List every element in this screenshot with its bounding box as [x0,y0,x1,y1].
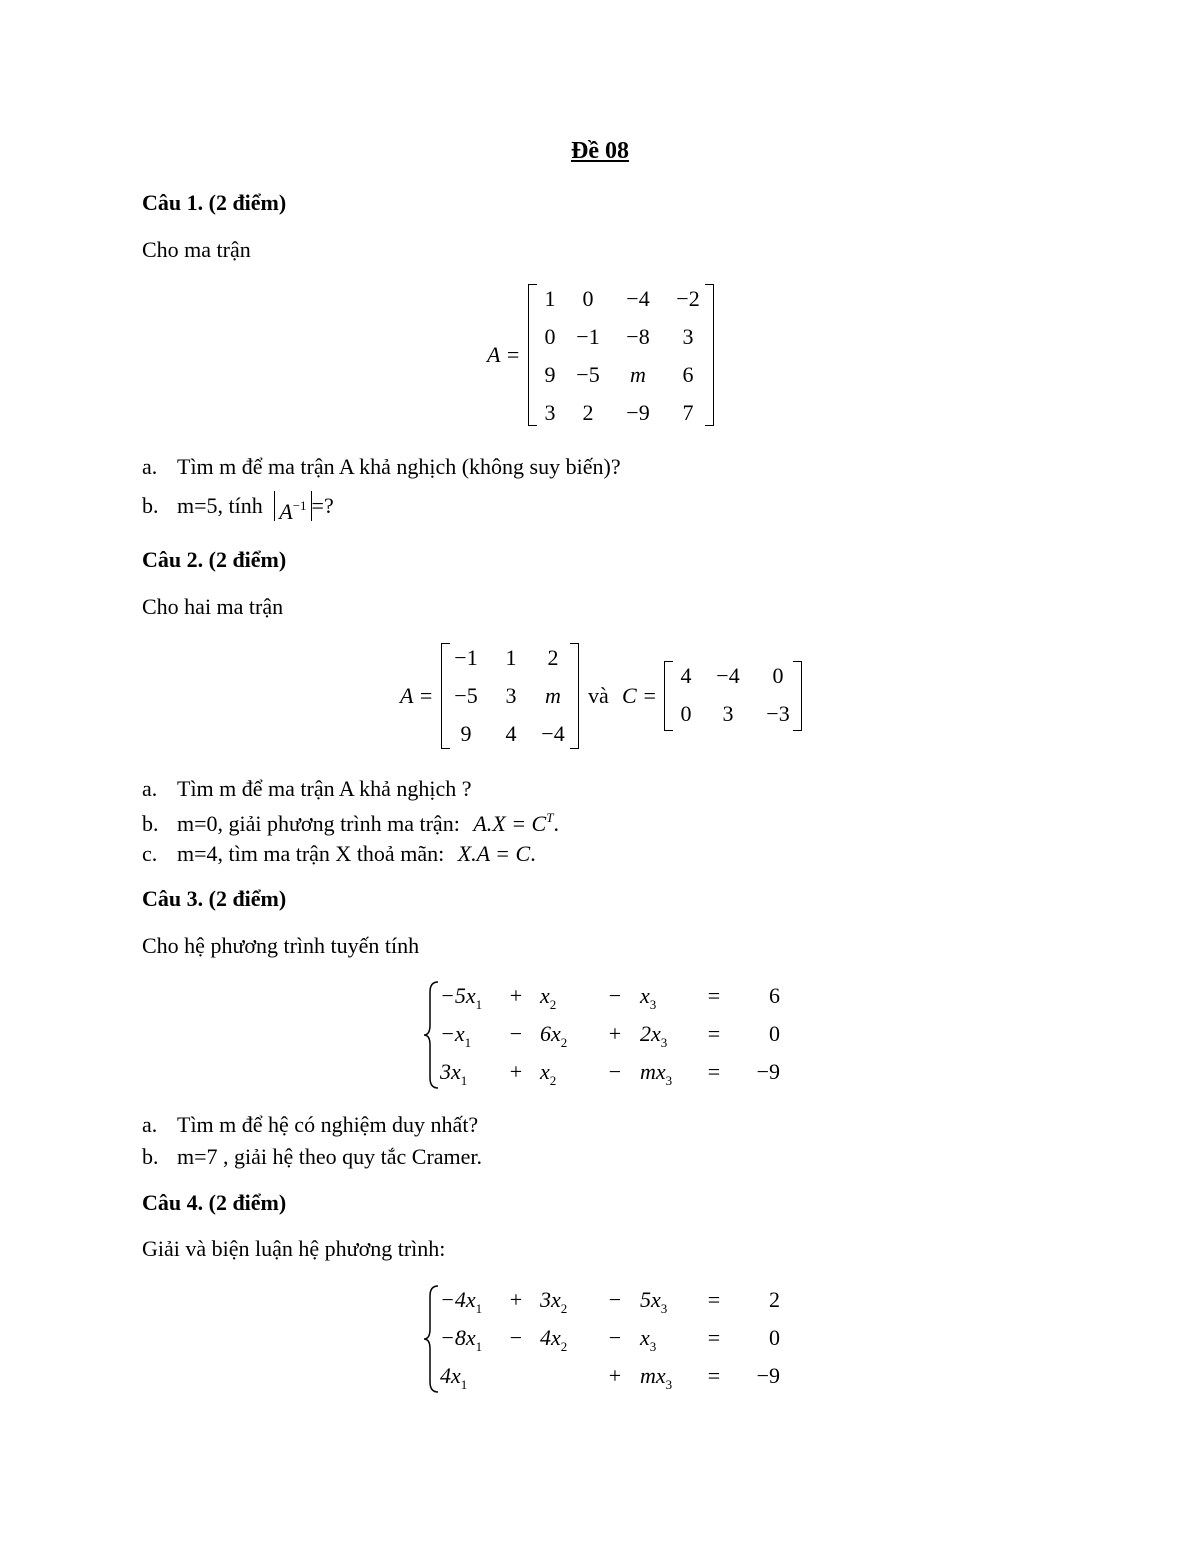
equals-sign: = [707,1363,721,1388]
equation-term [640,1287,700,1317]
conjunction-va: và [588,683,609,708]
equation-term [440,1021,500,1051]
matrix-cell: 0 [544,324,556,349]
matrix-cell: −1 [576,324,600,349]
question-3-intro: Cho hệ phương trình tuyến tính [142,933,420,958]
matrix-cell: −9 [626,400,650,425]
term-text: 3x [440,1059,461,1084]
matrix-cell: m [630,362,646,387]
equation-term [540,1287,600,1317]
question-2-intro: Cho hai ma trận [142,594,284,619]
term-text: x [640,1325,650,1350]
equation-term [640,1325,700,1355]
equation-term [440,1287,500,1317]
matrix-cell: −2 [676,286,700,311]
q1-a-text: Tìm m để ma trận A khả nghịch (không suy biến)? [177,454,621,479]
equation-term [640,1021,700,1051]
term-subscript: 1 [460,1377,468,1392]
left-brace [422,1284,442,1394]
left-brace [422,980,442,1090]
q2-c-equation: X.A = C [457,841,531,866]
matrix-cell: 1 [505,645,517,670]
matrix-cell: −4 [626,286,650,311]
equation-term [540,1059,600,1089]
term-text: x [540,1059,550,1084]
equals-sign: = [707,1287,721,1312]
term-subscript: 1 [475,1301,483,1316]
matrix-cell: 4 [505,721,517,746]
operator: − [608,983,622,1008]
equation-term [440,1325,500,1355]
equation-rhs: −9 [756,1363,780,1388]
q2-b-text: m=0, giải phương trình ma trận: [177,811,460,836]
operator: + [509,1059,523,1084]
term-text: 6x [540,1021,561,1046]
matrix-cell: 0 [772,663,784,688]
equation-term [540,1325,600,1355]
q2-part-b [142,810,559,837]
term-subscript: 2 [560,1301,568,1316]
equation-term [440,1363,500,1393]
q2-b-equation: A.X = C [473,811,547,836]
matrix-cell: 9 [544,362,556,387]
question-3-heading: Câu 3. (2 điểm) [142,886,287,911]
q2-part-c [142,841,536,867]
matrix-a-q1 [528,284,714,428]
term-subscript: 3 [660,1301,668,1316]
q3-a-text: Tìm m để hệ có nghiệm duy nhất? [177,1112,479,1137]
inverse-exponent: −1 [292,498,307,513]
term-text: 3x [540,1287,561,1312]
q3-b-text: m=7 , giải hệ theo quy tắc Cramer. [177,1144,483,1169]
matrix-a-q2 [441,643,579,751]
operator: − [509,1325,523,1350]
determinant-inverse [274,491,311,524]
q3-a-label: a. [142,1112,158,1137]
term-subscript: 3 [665,1073,673,1088]
equation-term [640,983,700,1013]
equation-rhs: 2 [769,1287,780,1312]
equation-rhs: 0 [769,1021,780,1046]
q2-c-label: c. [142,841,158,866]
term-subscript: 2 [560,1035,568,1050]
operator: − [608,1325,622,1350]
term-subscript: 3 [665,1377,673,1392]
term-subscript: 3 [649,1339,657,1354]
term-text: −4x [440,1287,476,1312]
term-subscript: 1 [475,1339,483,1354]
matrix-c-label: C = [622,683,658,708]
question-1-heading: Câu 1. (2 điểm) [142,190,287,215]
operator: + [509,983,523,1008]
term-text: x [640,983,650,1008]
matrix-c [664,661,802,733]
term-text: 4x [440,1363,461,1388]
term-subscript: 1 [475,997,483,1012]
question-2-heading: Câu 2. (2 điểm) [142,547,287,572]
equation-term [540,1021,600,1051]
transpose-sup: T [546,810,554,825]
q1-b-label: b. [142,493,159,518]
page-title: Đề 08 [571,138,629,164]
equals-sign: = [707,1059,721,1084]
term-subscript: 3 [649,997,657,1012]
term-text: 4x [540,1325,561,1350]
matrix-cell: 6 [682,362,694,387]
operator: − [608,1059,622,1084]
matrix-cell: −4 [541,721,565,746]
q2-a-text: Tìm m để ma trận A khả nghịch ? [177,776,472,801]
matrix-cell: −4 [716,663,740,688]
matrix-cell: 9 [460,721,472,746]
matrix-cell: 1 [544,286,556,311]
inverse-base: A [279,499,293,524]
equation-term [640,1363,700,1393]
term-subscript: 2 [560,1339,568,1354]
q1-b-tail: =? [311,493,334,518]
question-4-intro: Giải và biện luận hệ phương trình: [142,1236,446,1261]
q3-b-label: b. [142,1144,159,1169]
equals-sign: = [707,983,721,1008]
matrix-cell: −3 [766,701,790,726]
equation-rhs: 6 [769,983,780,1008]
matrix-cell: −5 [576,362,600,387]
q2-part-a [142,776,472,802]
matrix-cell: 2 [547,645,559,670]
equation-rhs: 0 [769,1325,780,1350]
matrix-a-label: A = [487,342,521,367]
matrix-a2-label: A = [400,683,434,708]
q1-part-b [142,491,334,524]
matrix-cell: m [545,683,561,708]
term-text: −x [440,1021,465,1046]
operator: + [509,1287,523,1312]
q2-c-end: . [530,841,536,866]
term-subscript: 1 [460,1073,468,1088]
q2-b-end: . [553,811,559,836]
matrix-cell: −8 [626,324,650,349]
term-text: −8x [440,1325,476,1350]
equals-sign: = [707,1021,721,1046]
term-text: mx [640,1363,666,1388]
equation-term [440,983,500,1013]
q3-part-a [142,1112,478,1138]
question-4-heading: Câu 4. (2 điểm) [142,1190,287,1215]
operator: − [509,1021,523,1046]
q3-part-b [142,1144,482,1170]
term-subscript: 3 [660,1035,668,1050]
matrix-cell: 0 [582,286,594,311]
term-text: 5x [640,1287,661,1312]
q2-b-label: b. [142,811,159,836]
matrix-cell: 3 [682,324,694,349]
term-text: x [540,983,550,1008]
term-subscript: 1 [464,1035,472,1050]
equation-term [440,1059,500,1089]
matrix-cell: 3 [544,400,556,425]
q1-part-a [142,454,621,480]
operator: + [608,1363,622,1388]
question-1-intro: Cho ma trận [142,237,251,262]
matrix-cell: 4 [680,663,692,688]
matrix-cell: −1 [454,645,478,670]
matrix-cell: 7 [682,400,694,425]
matrix-cell: 2 [582,400,594,425]
q2-c-text: m=4, tìm ma trận X thoả mãn: [177,841,445,866]
term-text: mx [640,1059,666,1084]
term-subscript: 2 [549,997,557,1012]
matrix-cell: 3 [505,683,517,708]
operator: − [608,1287,622,1312]
equation-rhs: −9 [756,1059,780,1084]
q1-b-text: m=5, tính [177,493,263,518]
term-subscript: 2 [549,1073,557,1088]
equals-sign: = [707,1325,721,1350]
q1-a-label: a. [142,454,158,479]
term-text: −5x [440,983,476,1008]
equation-term [640,1059,700,1089]
matrix-cell: −5 [454,683,478,708]
operator: + [608,1021,622,1046]
equation-term [540,983,600,1013]
matrix-cell: 3 [722,701,734,726]
matrix-cell: 0 [680,701,692,726]
term-text: 2x [640,1021,661,1046]
q2-a-label: a. [142,776,158,801]
